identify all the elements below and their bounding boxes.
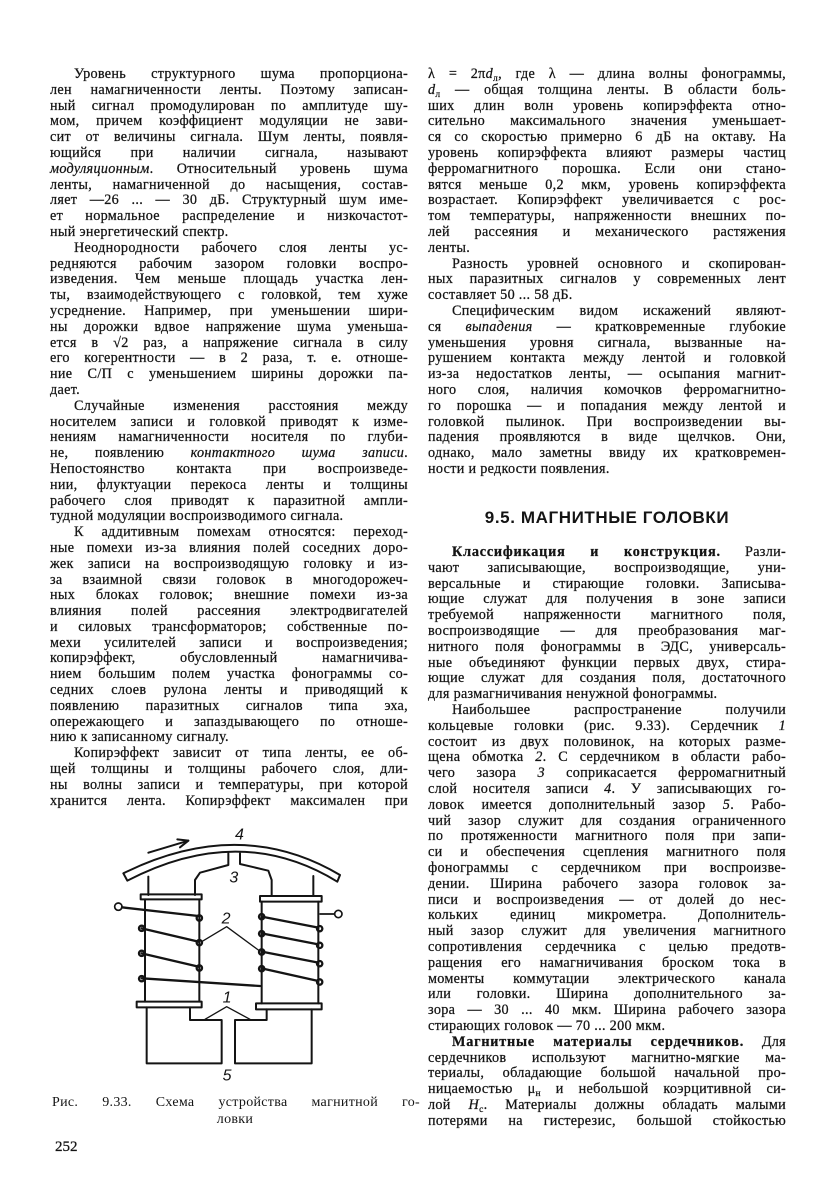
text-line: за взаимной связи головок в многодорожеч- <box>50 571 408 588</box>
text-line: потерями на гистерезис, большой стойкостью <box>428 1112 786 1129</box>
label-winding: 2 <box>221 910 231 928</box>
text-line: версальные и стирающие головки. Записыва- <box>428 575 786 592</box>
text-line: ращения его намагничивания броском тока в <box>428 954 786 971</box>
text-line: териалы, обладающие большой начальной про- <box>428 1065 786 1082</box>
text-line <box>428 782 786 798</box>
text-line: ных паразитных сигналов у современных лент <box>428 271 786 288</box>
text-run: Разли- <box>720 544 786 560</box>
text-line: ние С/П с уменьшением ширины дорожки па- <box>50 366 408 383</box>
text-line: ляет —26 ... — 30 дБ. Структурный шум име- <box>50 192 408 209</box>
text-line: ленты. <box>428 239 471 256</box>
text-line: мехи усилителей записи и воспроизведения; <box>50 634 408 651</box>
text-line: си и обеспечения сцепления магнитного поля <box>428 844 786 861</box>
text-line: по протяженности магнитного поля при запи- <box>428 828 786 845</box>
text-line: редняются рабочим зазором головки воспро- <box>50 255 408 272</box>
italic-term: 1 <box>778 717 786 734</box>
text-line: уровень копирэффекта влияют размеры частиц <box>428 144 786 161</box>
paragraph <box>50 525 408 746</box>
text-line <box>428 719 786 735</box>
text-line: стирающих головок — 70 ... 200 мкм. <box>428 1017 666 1034</box>
text-line: Уровень структурного шума пропорциона- <box>74 66 408 82</box>
text-line: ны дорожки вдвое напряжение шума уменьша- <box>50 318 408 335</box>
text-line: лен намагниченности ленты. Поэтому записан- <box>50 81 408 98</box>
text-line: возрастает. Копирэффект увеличивается с рос- <box>428 192 786 209</box>
text-line: моменты коммутации электрического канала <box>428 970 786 987</box>
paragraph <box>50 241 408 399</box>
text-line: появлению паразитных сигналов типа эха, <box>50 697 408 714</box>
subscript: н <box>535 1089 541 1100</box>
text-line: Разность уровней основного и скопирован- <box>452 255 786 272</box>
text-line: воспроизводящие — для преобразования маг- <box>428 622 786 639</box>
text-line: уменьшения уровня сигнала, вызванные на- <box>428 334 786 351</box>
left-bobbin <box>137 894 202 1007</box>
text-run: , где λ — длина волны фонограммы, <box>498 66 786 82</box>
text-run: . Относительный уровень шума <box>149 160 408 177</box>
bold-run-in-heading: Классификация и конструкция. <box>452 544 721 560</box>
italic-term: H <box>468 1096 480 1113</box>
text-line <box>50 446 408 462</box>
text-line: составляет 50 ... 58 дБ. <box>428 287 573 304</box>
text-line: Неоднородности рабочего слоя ленты ус- <box>74 239 408 256</box>
text-line: рушением контакта между лентой и головкой <box>428 350 786 367</box>
paragraph <box>50 67 408 241</box>
text-run: Для <box>744 1033 786 1050</box>
text-line: ных блоках головок; внешние помехи из-за <box>50 587 408 604</box>
text-line: однако, мало заметны ввиду их кратковремен- <box>428 445 786 462</box>
italic-term: контактного шума записи <box>190 445 405 462</box>
text-line: головкой пылинок. При воспроизведении вы- <box>428 413 786 430</box>
text-line: состоит из двух половинок, на которых разме- <box>428 733 786 750</box>
text-run: . <box>404 445 408 462</box>
text-line: го порошка — и попадания между лентой и <box>428 397 786 414</box>
figure-caption <box>50 1094 420 1128</box>
text-line: копирэффект, обусловленный намагничива- <box>50 650 408 667</box>
text-line: сит от величины сигнала. Шум ленты, появля- <box>50 129 408 146</box>
right-column-bottom <box>428 545 786 1129</box>
label-core: 1 <box>222 989 232 1007</box>
text-line: усреднение. Например, при уменьшении шири- <box>50 302 408 319</box>
text-line: нию к записанному сигналу. <box>50 729 229 746</box>
text-run: ловок имеется дополнительный зазор <box>428 796 723 813</box>
text-line: Непостоянство контакта при воспроизведе- <box>50 460 408 477</box>
text-line: ся со скоростью примерно 6 дБ на октаву. На <box>428 129 786 146</box>
paragraph <box>428 257 786 304</box>
italic-term: модуляционным <box>50 160 150 177</box>
text-line <box>428 1082 786 1098</box>
text-run: соприкасается ферромагнитный <box>544 765 786 782</box>
text-line: требуемой напряженности магнитного поля, <box>428 607 786 624</box>
italic-term: 4 <box>604 780 612 797</box>
paragraph <box>428 1035 786 1130</box>
text-line: ших длин волн уровень копирэффекта отно- <box>428 97 786 114</box>
text-line: ленты, намагниченной до насыщения, состав- <box>50 176 408 193</box>
magnetic-head-diagram <box>100 760 400 1090</box>
text-line: лей рассеяния и механического растяжения <box>428 223 786 240</box>
paragraph <box>428 67 786 257</box>
paragraph <box>428 304 786 478</box>
bold-run-in-heading: Магнитные материалы сердечников. <box>452 1033 745 1050</box>
caption-line-2: ловки <box>216 1112 254 1127</box>
text-run: ницаемостью μ <box>428 1081 536 1098</box>
text-line: щей толщины и толщины рабочего слоя, дли- <box>50 761 408 778</box>
text-run: лой <box>428 1096 469 1113</box>
text-line: ет нормальное распределение и низкочастот- <box>50 208 408 225</box>
text-line: влияния полей рассеяния электродвигателей <box>50 603 408 620</box>
text-line: ты, взаимодействующего с головкой, тем хуже <box>50 287 408 304</box>
text-line: жек записи на воспроизводящую головку и из- <box>50 555 408 572</box>
text-line: ферромагнитного порошка. Если они стано- <box>428 160 786 177</box>
text-line: и силовых трансформаторов; собственные по- <box>50 618 408 635</box>
subscript: л <box>493 74 499 84</box>
text-run: и небольшой коэрцитивной си- <box>540 1081 786 1098</box>
text-line: ный энергетический спектр. <box>50 223 229 240</box>
text-line: носителем записи и головкой приводят к изме- <box>50 413 408 430</box>
italic-term: выпадения <box>465 318 533 335</box>
text-line: ного слоя, наличия комочков ферромагнитно- <box>428 381 786 398</box>
label-tape: 4 <box>235 826 244 844</box>
text-line: сительно максимального значения уменьшает- <box>428 113 786 130</box>
label-working-gap: 3 <box>229 869 239 887</box>
text-line: или головки. Ширина дополнительного за- <box>428 986 786 1003</box>
subscript: л <box>435 89 441 100</box>
text-line: изведения. Чем меньше площадь участка лен- <box>50 271 408 288</box>
text-line: писи и воспроизведения — от долей до нес- <box>428 891 786 908</box>
page-number: 252 <box>55 1139 78 1155</box>
text-line: Специфическим видом искажений являют- <box>452 302 786 319</box>
text-line <box>428 545 786 561</box>
text-line <box>428 83 786 99</box>
text-line: для размагничивания ненужной фонограммы. <box>428 686 718 703</box>
text-line: из-за недостатков ленты, — осыпания магнит- <box>428 366 786 383</box>
core-bottom <box>147 1007 312 1063</box>
italic-term: 2 <box>535 749 543 766</box>
text-line: сопротивления сердечника с целью предотв- <box>428 938 786 955</box>
section-heading: 9.5. МАГНИТНЫЕ ГОЛОВКИ <box>484 508 730 527</box>
italic-term: d <box>428 81 436 98</box>
text-line: чий зазор служит для создания ограниченного <box>428 812 786 829</box>
text-line: ны волны записи и температуры, при которой <box>50 776 408 793</box>
text-line: опережающего и запаздывающего по отноше- <box>50 713 408 730</box>
text-line: сердечников используют магнитно-мягкие ма- <box>428 1049 786 1066</box>
text-line <box>428 1035 786 1051</box>
text-line: ный сигнал промодулирован по амплитуде шу- <box>50 97 408 114</box>
text-line: хранится лента. Копирэффект максимален при <box>50 792 408 809</box>
text-run: λ = 2π <box>428 66 486 82</box>
text-line: нитного поля фонограммы в ЭДС, универсаль- <box>428 638 786 655</box>
text-run: . Рабо- <box>730 796 787 813</box>
text-line: зора — 30 ... 40 мкм. Ширина рабочего зазора <box>428 1002 786 1019</box>
text-line <box>428 67 786 83</box>
italic-term: 5 <box>722 796 731 813</box>
label-extra-gap: 5 <box>222 1067 232 1085</box>
text-line: ющийся при наличии сигнала, называют <box>50 144 408 161</box>
text-line: тудной модуляции воспроизводимого сигнала. <box>50 508 344 525</box>
text-line <box>428 750 786 766</box>
text-run: . У записывающих го- <box>611 780 786 797</box>
caption-line-1: Рис. 9.33. Схема устройства магнитной го- <box>52 1095 420 1110</box>
text-run: — общая толщина ленты. В области боль- <box>440 81 786 98</box>
text-line: дает. <box>50 381 80 398</box>
paragraph <box>428 703 786 1035</box>
text-line: Случайные изменения расстояния между <box>74 397 408 414</box>
text-line: нениям намагниченности носителя по глуби- <box>50 429 408 446</box>
text-line <box>428 766 786 782</box>
text-run: . С сердечником в области рабо- <box>542 749 786 766</box>
text-line: кольких единиц микрометра. Дополнитель- <box>428 907 786 924</box>
text-line: Наибольшее распространение получили <box>452 701 786 718</box>
text-run: щена обмотка <box>428 749 536 766</box>
text-line: нием большим полем участка фонограммы со- <box>50 666 408 683</box>
text-line: ности и редкости появления. <box>428 460 610 477</box>
italic-term: 3 <box>537 765 545 782</box>
text-line: ющие служат для создания поля, достаточного <box>428 670 786 687</box>
text-line: седних слоев рулона ленты и приводящий к <box>50 682 408 699</box>
text-line: ный зазор служит для увеличения магнитного <box>428 923 786 940</box>
text-line: Копирэффект зависит от типа ленты, ее об- <box>74 745 408 762</box>
paragraph <box>428 545 786 703</box>
text-line <box>428 1098 786 1114</box>
text-run: кольцевые головки (рис. 9.33). Сердечник <box>428 717 779 734</box>
text-line: вятся меньше 0,2 мкм, уровень копирэффекта <box>428 176 786 193</box>
text-run: — кратковременные глубокие <box>532 318 786 335</box>
right-column-top <box>428 67 786 478</box>
text-line: его когерентности — в 2 раза, т. е. отноше- <box>50 350 408 367</box>
italic-term: d <box>485 66 494 82</box>
text-line: нии, флуктуации перекоса ленты и толщины <box>50 476 408 493</box>
text-run: ся <box>428 318 466 335</box>
text-line: рабочего слоя приводят к паразитной ампли- <box>50 492 408 509</box>
left-column <box>50 67 408 809</box>
text-run: . Материалы должны обладать малыми <box>483 1096 787 1113</box>
text-run: слой носителя записи <box>428 780 605 797</box>
text-line: падения проявляются в виде щелчков. Они, <box>428 429 786 446</box>
text-line: К аддитивным помехам относятся: переход- <box>74 524 408 541</box>
text-line: мом, причем коэффициент модуляции не зави- <box>50 113 408 130</box>
text-line: том температуры, напряженности внешних по- <box>428 208 786 225</box>
text-line: фонограммы с сердечником при воспроизве- <box>428 859 786 876</box>
text-line: чают записывающие, воспроизводящие, уни- <box>428 559 786 576</box>
text-line <box>428 320 786 336</box>
text-line: ные объединяют функции первых двух, стира- <box>428 654 786 671</box>
text-line: ющие служат для получения в зоне записи <box>428 591 786 608</box>
subscript: c <box>479 1104 484 1115</box>
text-line: ется в √2 раз, а напряжение сигнала в силу <box>50 334 408 351</box>
text-run: чего зазора <box>428 765 538 782</box>
paragraph <box>50 399 408 525</box>
text-run: не, появлению <box>50 445 191 462</box>
text-line: ные помехи из-за влияния полей соседних доро- <box>50 539 408 556</box>
text-line <box>50 162 408 178</box>
text-line <box>428 798 786 814</box>
text-line: дении. Ширина рабочего зазора головок за- <box>428 875 786 892</box>
